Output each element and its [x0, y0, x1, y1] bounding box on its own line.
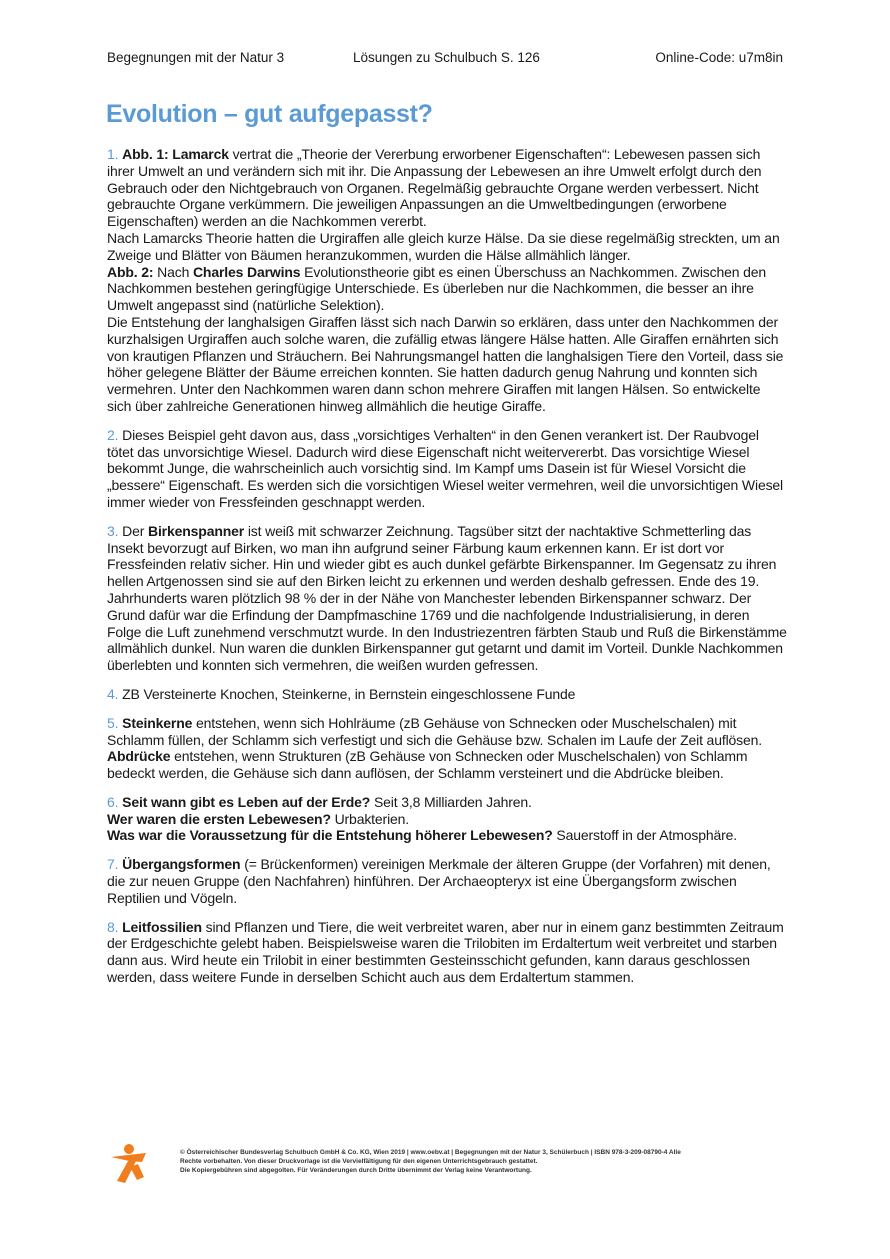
answer-2-text-block: [107, 427, 787, 511]
leitfossilien-term: Leitfossilien: [122, 918, 202, 935]
abb2-label: Abb. 2:: [107, 263, 154, 280]
answers-content: [107, 146, 787, 998]
footer-line-3: Die Kopiergebühren sind abgegolten. Für Veränderungen durch Dritte übernimmt der Verlag keine Verantwortung.: [180, 1167, 532, 1174]
abdruecke-term: Abdrücke: [107, 748, 171, 765]
header-book-title: Begegnungen mit der Natur 3: [107, 50, 285, 65]
answer-1-darwin: [107, 264, 787, 314]
darwin-term: Charles Darwins: [192, 263, 301, 280]
answer-6-q2: [107, 811, 787, 828]
answer-8: [107, 919, 787, 986]
page-header: [107, 50, 783, 70]
answer-7-text-block: [107, 856, 787, 906]
answer-8-text: sind Pflanzen und Tiere, die weit verbreitet waren, aber nur in einem ganz bestimmten Zeitraum der Erdgeschichte gelebt haben. Beispielsweise waren die Trilobiten im Erdaltertum weit verbreitet und starben dann aus. Wird heute ein Trilobit in einer bestimmten Gesteinsschicht gefunden, kann daraus geschlossen werden, dass weitere Funde in derselben Schicht auch aus dem Erdaltertum stammen.: [107, 918, 784, 986]
answer-5-abdruecke: [107, 748, 787, 782]
answer-3-number: 3.: [107, 522, 119, 539]
lamarck-text: vertrat die „Theorie der Vererbung erworbener Eigenschaften“: Lebewesen passen sich ihrer Umwelt an und verändern sich mit ihr. Die Anpassung der Lebewesen an ihre Umwelt erfolgt durch den Gebrauch oder den Nichtgebrauch von Organen. Regelmäßig gebrauchte Organe werden verbessert. Nicht gebrauchte Organe verkümmern. Die jeweiligen Anpassungen an die Umweltbedingungen (erworbene Eigenschaften) werden an die Nachkommen vererbt.: [107, 146, 762, 230]
answer-1-number: 1.: [107, 146, 119, 162]
answer-6-q3: [107, 827, 787, 844]
answer-q3: Sauerstoff in der Atmosphäre.: [552, 827, 737, 844]
oebv-logo-icon: [108, 1143, 148, 1185]
answer-6-q1: [107, 794, 787, 811]
steinkerne-term: Steinkerne: [122, 714, 193, 731]
answer-7-text: (= Brückenformen) vereinigen Merkmale der älteren Gruppe (der Vorfahren) mit denen, die zur neuen Gruppe (den Nachfahren) hinführen. Der Archaeopteryx ist eine Übergangsform zwischen Reptilien und Vögeln.: [107, 856, 771, 906]
steinkerne-text: entstehen, wenn sich Hohlräume (zB Gehäuse von Schnecken oder Muschelschalen) mit Schlamm füllen, der Schlamm sich verfestigt und sich die Gehäuse bzw. Schalen im Laufe der Zeit auflösen.: [107, 714, 763, 748]
answer-2-number: 2.: [107, 426, 119, 443]
answer-4-text: ZB Versteinerte Knochen, Steinkerne, in Bernstein eingeschlossene Funde: [118, 685, 576, 702]
footer-line-2: Rechte vorbehalten. Von dieser Druckvorlage ist die Vervielfältigung für den eigenen Unterrichtsgebrauch gestattet.: [180, 1158, 538, 1165]
header-solutions-ref: Lösungen zu Schulbuch S. 126: [353, 50, 540, 65]
birkenspanner-term: Birkenspanner: [147, 522, 245, 539]
answer-q1: Seit 3,8 Milliarden Jahren.: [370, 793, 532, 810]
answer-8-number: 8.: [107, 918, 119, 935]
darwin-pre: Nach: [153, 263, 193, 280]
answer-5-steinkerne: [107, 715, 787, 749]
page-title: Evolution – gut aufgepasst?: [106, 100, 433, 128]
lamarck-term: Lamarck: [172, 146, 229, 162]
question-2: Wer waren die ersten Lebewesen?: [107, 810, 331, 827]
answer-5: [107, 715, 787, 782]
header-online-code: Online-Code: u7m8in: [655, 50, 783, 65]
answer-6: [107, 794, 787, 844]
answer-7: [107, 856, 787, 906]
answer-q2: Urbakterien.: [330, 810, 410, 827]
answer-1-lamarck: [107, 146, 787, 230]
answer-3: [107, 523, 787, 674]
answer-3-text: ist weiß mit schwarzer Zeichnung. Tagsüber sitzt der nachtaktive Schmetterling das Insekt bevorzugt auf Birken, wo man ihn aufgrund seiner Färbung kaum erkennen kann. Er ist dort vor Fressfeinden relativ sicher. Hin und wieder gibt es auch dunkel gefärbte Birkenspanner. Im Gegensatz zu ihren hellen Artgenossen sind sie auf den Birken leicht zu erkennen und werden deshalb gefressen. Ende des 19. Jahrhunderts waren plötzlich 98 % der in der Nähe von Manchester lebenden Birkenspanner schwarz. Der Grund dafür war die Erfindung der Dampfmaschine 1769 und die nachfolgende Industrialisierung, in deren Folge die Luft zunehmend verschmutzt wurde. In den Industriezentren färbten Staub und Ruß die Birkenstämme allmählich dunkel. Nun waren die dunklen Birkenspanner gut getarnt und damit im Vorteil. Dunkle Nachkommen überlebten und konnten sich vermehren, die weißen wurden gefressen.: [107, 522, 787, 674]
answer-5-number: 5.: [107, 714, 119, 731]
abdruecke-text: entstehen, wenn Strukturen (zB Gehäuse von Schnecken oder Muschelschalen) von Schlamm bedeckt werden, die Gehäuse sich dann auflösen, der Schlamm versteinert und die Abdrücke bleiben.: [107, 748, 748, 782]
answer-1: [107, 146, 787, 415]
answer-3-text-block: [107, 523, 787, 674]
answer-6-number: 6.: [107, 793, 119, 810]
lamarck-giraffe-text: Nach Lamarcks Theorie hatten die Urgiraffen alle gleich kurze Hälse. Da sie diese regelmäßig streckten, um an Zweige und Blätter von Bäumen heranzukommen, wurden die Hälse allmählich länger.: [107, 229, 780, 263]
answer-2-text: Dieses Beispiel geht davon aus, dass „vorsichtiges Verhalten“ in den Genen verankert ist. Der Raubvogel tötet das unvorsichtige Wiesel. Dadurch wird diese Eigenschaft nicht weitervererbt. Das vorsichtige Wiesel bekommt Junge, die wahrscheinlich auch vorsichtig sind. Im Kampf ums Dasein ist für Wiesel Vorsicht die „bessere“ Eigenschaft. Es werden sich die vorsichtigen Wiesel weiter vermehren, weil die unvorsichtigen Wiesel immer wieder von Fressfeinden geschnappt werden.: [107, 426, 784, 510]
darwin-text: Evolutionstheorie gibt es einen Überschuss an Nachkommen. Zwischen den Nachkommen bestehen geringfügige Unterschiede. Es überleben nur die Nachkommen, die besser an ihre Umwelt angepasst sind (natürliche Selektion).: [107, 263, 767, 314]
answer-4-text-block: [107, 686, 787, 703]
uebergangsformen-term: Übergangsformen: [122, 856, 241, 873]
answer-3-pre: Der: [118, 522, 148, 539]
answer-4: [107, 686, 787, 703]
darwin-giraffe-text: Die Entstehung der langhalsigen Giraffen lässt sich nach Darwin so erklären, dass unter den Nachkommen der kurzhalsigen Urgiraffen auch solche waren, die zufällig etwas längere Hälse hatten. Alle Giraffen ernährten sich von krautigen Pflanzen und Sträuchern. Bei Nahrungsmangel hatten die langhalsigen Tiere den Vorteil, dass sie höher gelegene Blätter der Bäume erreichen konnten. Sie hatten dadurch genug Nahrung und konnten sich vermehren. Unter den Nachkommen waren dann schon mehrere Giraffen mit langen Hälsen. So entwickelte sich über zahlreiche Generationen hinweg allmählich die heutige Giraffe.: [107, 313, 784, 414]
footer-line-1: © Österreichischer Bundesverlag Schulbuch GmbH & Co. KG, Wien 2019 | www.oebv.at | Begegnungen mit der Natur 3, Schülerbuch | ISBN 978-3-209-08790-4 Alle: [180, 1149, 681, 1156]
question-1: Seit wann gibt es Leben auf der Erde?: [122, 793, 371, 810]
answer-2: [107, 427, 787, 511]
answer-4-number: 4.: [107, 685, 119, 702]
answer-8-text-block: [107, 919, 787, 986]
question-3: Was war die Voraussetzung für die Entstehung höherer Lebewesen?: [107, 827, 553, 844]
abb1-label: Abb. 1:: [122, 146, 169, 162]
copyright-footer: [180, 1148, 740, 1175]
answer-7-number: 7.: [107, 856, 119, 873]
